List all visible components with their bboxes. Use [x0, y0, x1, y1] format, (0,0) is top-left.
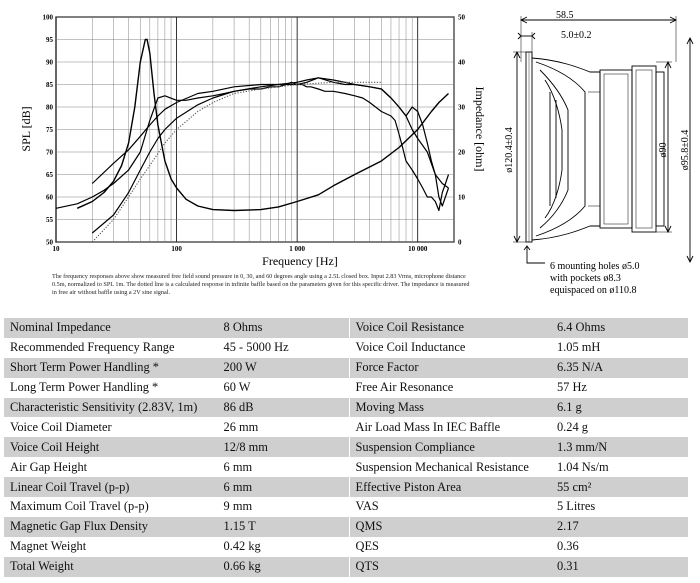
spec-name: Air Gap Height [10, 459, 88, 474]
spec-value: 1.05 mH [556, 340, 601, 355]
spec-row [4, 537, 688, 557]
spec-value: 200 W [218, 358, 349, 378]
dim-depth-label: 58.5 [556, 10, 574, 21]
mounting-note-2: with pockets ø8.3 [550, 273, 621, 284]
spec-name: Voice Coil Inductance [349, 338, 551, 358]
spec-name: Voice Coil Height [4, 437, 218, 457]
spec-value: 6 mm [218, 477, 349, 497]
spec-value: 6.1 g [551, 398, 688, 418]
spec-value: 2.17 [551, 517, 688, 537]
spec-row [4, 358, 688, 378]
y-left-tick-label: 55 [46, 216, 53, 224]
y-right-tick-label: 40 [458, 58, 465, 67]
spec-value: 12/8 mm [218, 437, 349, 457]
spec-value: 0.24 g [556, 419, 588, 434]
spec-name: QTS [349, 557, 551, 577]
spec-row [4, 557, 688, 577]
spec-value: 0.42 kg [223, 539, 261, 554]
spec-name: Maximum Coil Travel (p-p) [10, 499, 149, 514]
spec-value: 1.04 Ns/m [556, 459, 609, 474]
y-left-tick-label: 85 [46, 81, 53, 89]
dim-958-label: ø95.8±0.4 [680, 129, 691, 171]
y-axis-right-label: Impedance [ohm] [473, 86, 487, 172]
spec-name: Voice Coil Resistance [349, 318, 551, 338]
y-right-tick-label: 30 [458, 103, 465, 112]
spec-value: 0.36 [556, 539, 579, 554]
y-left-tick-label: 95 [46, 36, 53, 44]
spec-row [4, 318, 688, 338]
spec-name: Recommended Frequency Range [10, 340, 175, 355]
mounting-note-1: 6 mounting holes ø5.0 [550, 261, 640, 272]
spec-value: 6.4 Ohms [551, 318, 688, 338]
y-left-tick-label: 60 [46, 193, 53, 202]
driver-dimension-drawing [513, 16, 693, 263]
spec-value: 55 cm² [551, 477, 688, 497]
spec-row [4, 477, 688, 497]
spec-value: 9 mm [223, 499, 253, 514]
y-left-tick-label: 90 [46, 58, 53, 67]
y-left-tick-label: 80 [46, 103, 53, 112]
y-left-tick-label: 75 [46, 126, 53, 134]
y-right-tick-label: 10 [458, 193, 465, 202]
y-right-tick-label: 0 [458, 238, 462, 247]
spec-row [4, 417, 688, 437]
y-axis-left-label: SPL [dB] [19, 106, 33, 152]
chart-caption: The frequency responses above show measured free field sound pressure in 0, 30, and 60 degrees angle using a 2.5L closed box. Input 2.83 Vrms, microphone distance 0.5m, normalized to SPL 1m. The dotted line is a calculated response in infinite baffle based on the parameters given for this specific driver. The impedance is measured in free air without baffle using a 2V sine signal. [52, 273, 470, 297]
spec-row [4, 378, 688, 398]
spec-row [4, 457, 688, 477]
spec-name: QMS [349, 517, 551, 537]
spec-name: Magnetic Gap Flux Density [4, 517, 218, 537]
spec-value: 26 mm [223, 419, 259, 434]
y-left-tick-label: 70 [46, 148, 53, 157]
spec-value: 6 mm [223, 459, 253, 474]
spec-value: 5 Litres [556, 499, 596, 514]
spec-name: Short Term Power Handling * [4, 358, 218, 378]
spec-row [4, 338, 688, 358]
spec-name: Suspension Mechanical Resistance [349, 457, 551, 477]
y-left-tick-label: 100 [42, 13, 53, 22]
spec-name: Long Term Power Handling * [10, 380, 159, 395]
spec-name: Force Factor [349, 358, 551, 378]
spec-value: 8 Ohms [218, 318, 349, 338]
spec-name: QES [349, 537, 551, 557]
spec-name: Effective Piston Area [349, 477, 551, 497]
mounting-note-3: equispaced on ø110.8 [550, 285, 637, 296]
frequency-response-chart [19, 14, 487, 269]
spec-name: Moving Mass [349, 398, 551, 418]
spec-value: 1.3 mm/N [551, 437, 688, 457]
spec-name: Nominal Impedance [4, 318, 218, 338]
spec-row [4, 398, 688, 418]
spec-value: 86 dB [218, 398, 349, 418]
dim-flange-label: 5.0±0.2 [561, 30, 592, 41]
x-tick-label: 10 [52, 245, 60, 253]
spec-name: VAS [349, 497, 551, 517]
y-left-tick-label: 65 [46, 171, 53, 179]
spec-table [4, 318, 688, 577]
dim-90-label: ø90 [658, 142, 669, 158]
spec-value: 6.35 N/A [551, 358, 688, 378]
spec-value: 60 W [223, 380, 251, 395]
y-left-tick-label: 50 [46, 238, 53, 247]
spec-row [4, 497, 688, 517]
spec-value: 1.15 T [218, 517, 349, 537]
y-right-tick-label: 20 [458, 148, 465, 157]
y-right-tick-label: 50 [458, 13, 465, 22]
spec-row [4, 437, 688, 457]
x-tick-label: 10 000 [408, 245, 428, 253]
spec-name: Linear Coil Travel (p-p) [4, 477, 218, 497]
x-tick-label: 100 [171, 245, 182, 253]
spec-name: Characteristic Sensitivity (2.83V, 1m) [4, 398, 218, 418]
dim-outer-label: ø120.4±0.4 [504, 127, 515, 173]
spec-name: Voice Coil Diameter [10, 419, 112, 434]
spec-name: Free Air Resonance [349, 378, 551, 398]
x-tick-label: 1 000 [289, 245, 306, 253]
spec-value: 0.31 [551, 557, 688, 577]
x-axis-label: Frequency [Hz] [262, 254, 338, 268]
spec-name: Total Weight [4, 557, 218, 577]
spec-name: Magnet Weight [10, 539, 87, 554]
spec-name: Suspension Compliance [349, 437, 551, 457]
spec-row [4, 517, 688, 537]
spec-value: 57 Hz [556, 380, 587, 395]
spec-name: Air Load Mass In IEC Baffle [349, 417, 551, 437]
spec-value: 45 - 5000 Hz [223, 340, 289, 355]
spec-value: 0.66 kg [218, 557, 349, 577]
